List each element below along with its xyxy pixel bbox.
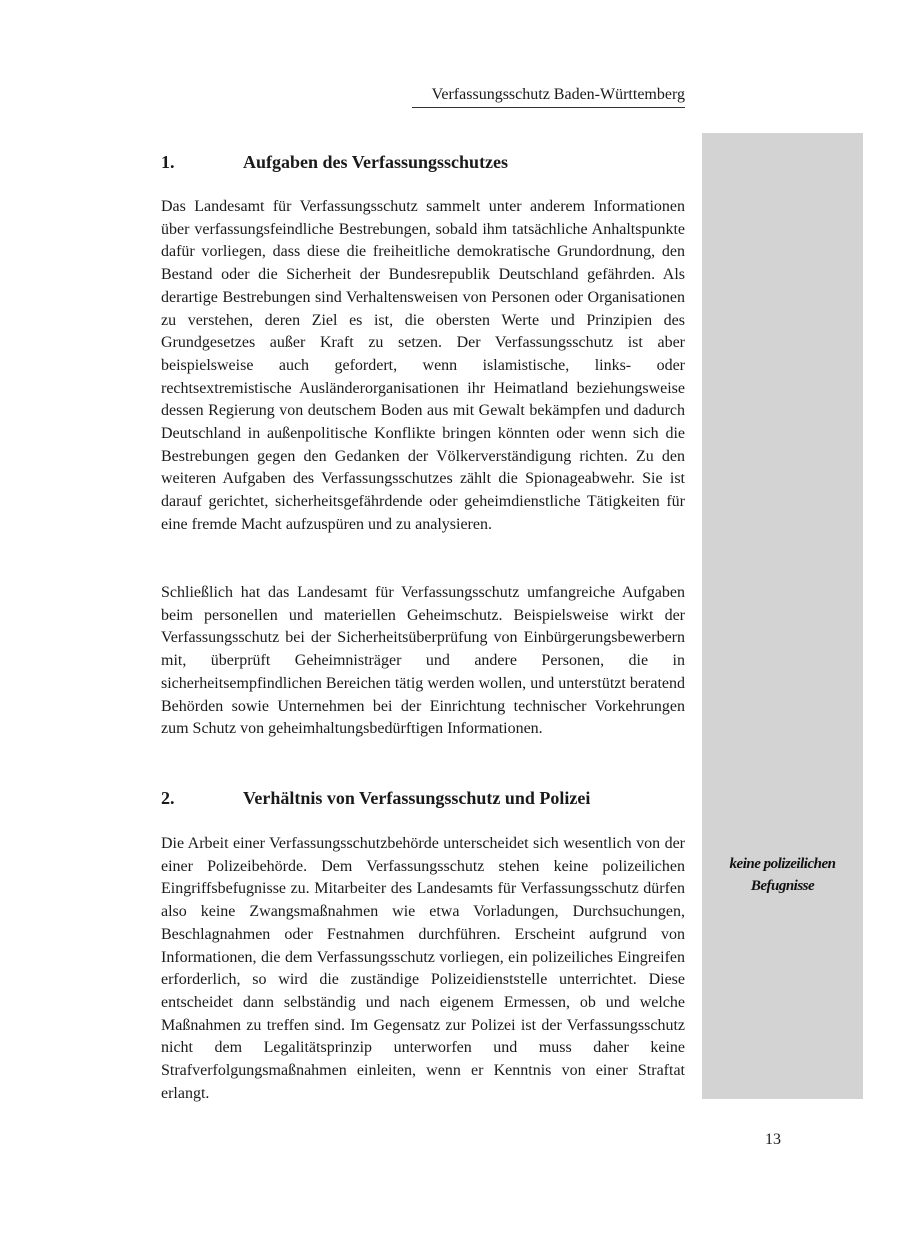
paragraph: Die Arbeit einer Verfassungsschutzbehörde unterscheidet sich wesentlich von der einer Polizeibehörde. Dem Verfassungsschutz stehen keine polizeilichen Eingriffsbefugnisse zu. Mitarbeiter des Landesamts für Verfassungsschutz dürfen also keine Zwangsmaßnahmen wie etwa Vorladungen, Durchsuchungen, Beschlagnahmen oder Festnahmen durchführen. Erscheint aufgrund von Informationen, die dem Verfassungsschutz vorliegen, ein polizeiliches Eingreifen erforderlich, so wird die zuständige Polizeidienststelle unterrichtet. Diese entscheidet dann selbständig und nach eigenem Ermessen, ob und welche Maßnahmen zu treffen sind. Im Gegensatz zur Polizei ist der Verfassungsschutz nicht dem Legalitätsprinzip unterworfen und muss daher keine Strafverfolgungsmaßnahmen einleiten, wenn er Kenntnis von einer Straftat erlangt. (161, 835, 685, 1102)
section-title: Verhältnis von Verfassungsschutz und Polizei (243, 788, 591, 808)
section-number: 1. (161, 152, 175, 172)
margin-sidebar (702, 133, 863, 1099)
paragraph: Das Landesamt für Verfassungsschutz sammelt unter anderem Informationen über verfassungsfeindliche Bestrebungen, sobald ihm tatsächliche Anhaltspunkte dafür vorliegen, dass diese die freiheitliche demokratische Grundordnung, den Bestand oder die Sicherheit der Bundesrepublik Deutschland gefährden. Als derartige Bestrebungen sind Verhaltensweisen von Personen oder Organisationen zu verstehen, deren Ziel es ist, die obersten Werte und Prinzipien des Grundgesetzes außer Kraft zu setzen. Der Verfassungsschutz ist aber beispielsweise auch gefordert, wenn islamistische, links- oder rechtsextremistische Ausländerorganisationen ihr Heimatland beziehungsweise dessen Regierung von deutschem Boden aus mit Gewalt bekämpfen und dadurch Deutschland in außenpolitische Konflikte bringen könnten oder wenn sich die Bestrebungen gegen den Gedanken der Völkerverständigung richten. Zu den weiteren Aufgaben des Verfassungsschutzes zählt die Spionageabwehr. Sie ist darauf gerichtet, sicherheitsgefährdende oder geheimdienstliche Tätigkeiten für eine fremde Macht aufzuspüren und zu analysieren. (161, 198, 685, 533)
running-header: Verfassungsschutz Baden-Württemberg (412, 84, 685, 108)
page-number: 13 (765, 1131, 781, 1148)
margin-note: keine polizeilichen Befugnisse (729, 856, 836, 894)
section-title: Aufgaben des Verfassungsschutzes (243, 152, 509, 172)
section-number: 2. (161, 788, 175, 808)
paragraph: Schließlich hat das Landesamt für Verfassungsschutz umfangreiche Aufgaben beim personellen und materiellen Geheimschutz. Beispielsweise wirkt der Verfassungsschutz bei der Sicherheitsüberprüfung von Einbürgerungsbewerbern mit, überprüft Geheimnisträger und andere Personen, die in sicherheitsempfindlichen Bereichen tätig werden wollen, und unterstützt beratend Behörden sowie Unternehmen bei der Einrichtung technischer Vorkehrungen zum Schutz von geheimhaltungsbedürftigen Informationen. (161, 584, 685, 738)
